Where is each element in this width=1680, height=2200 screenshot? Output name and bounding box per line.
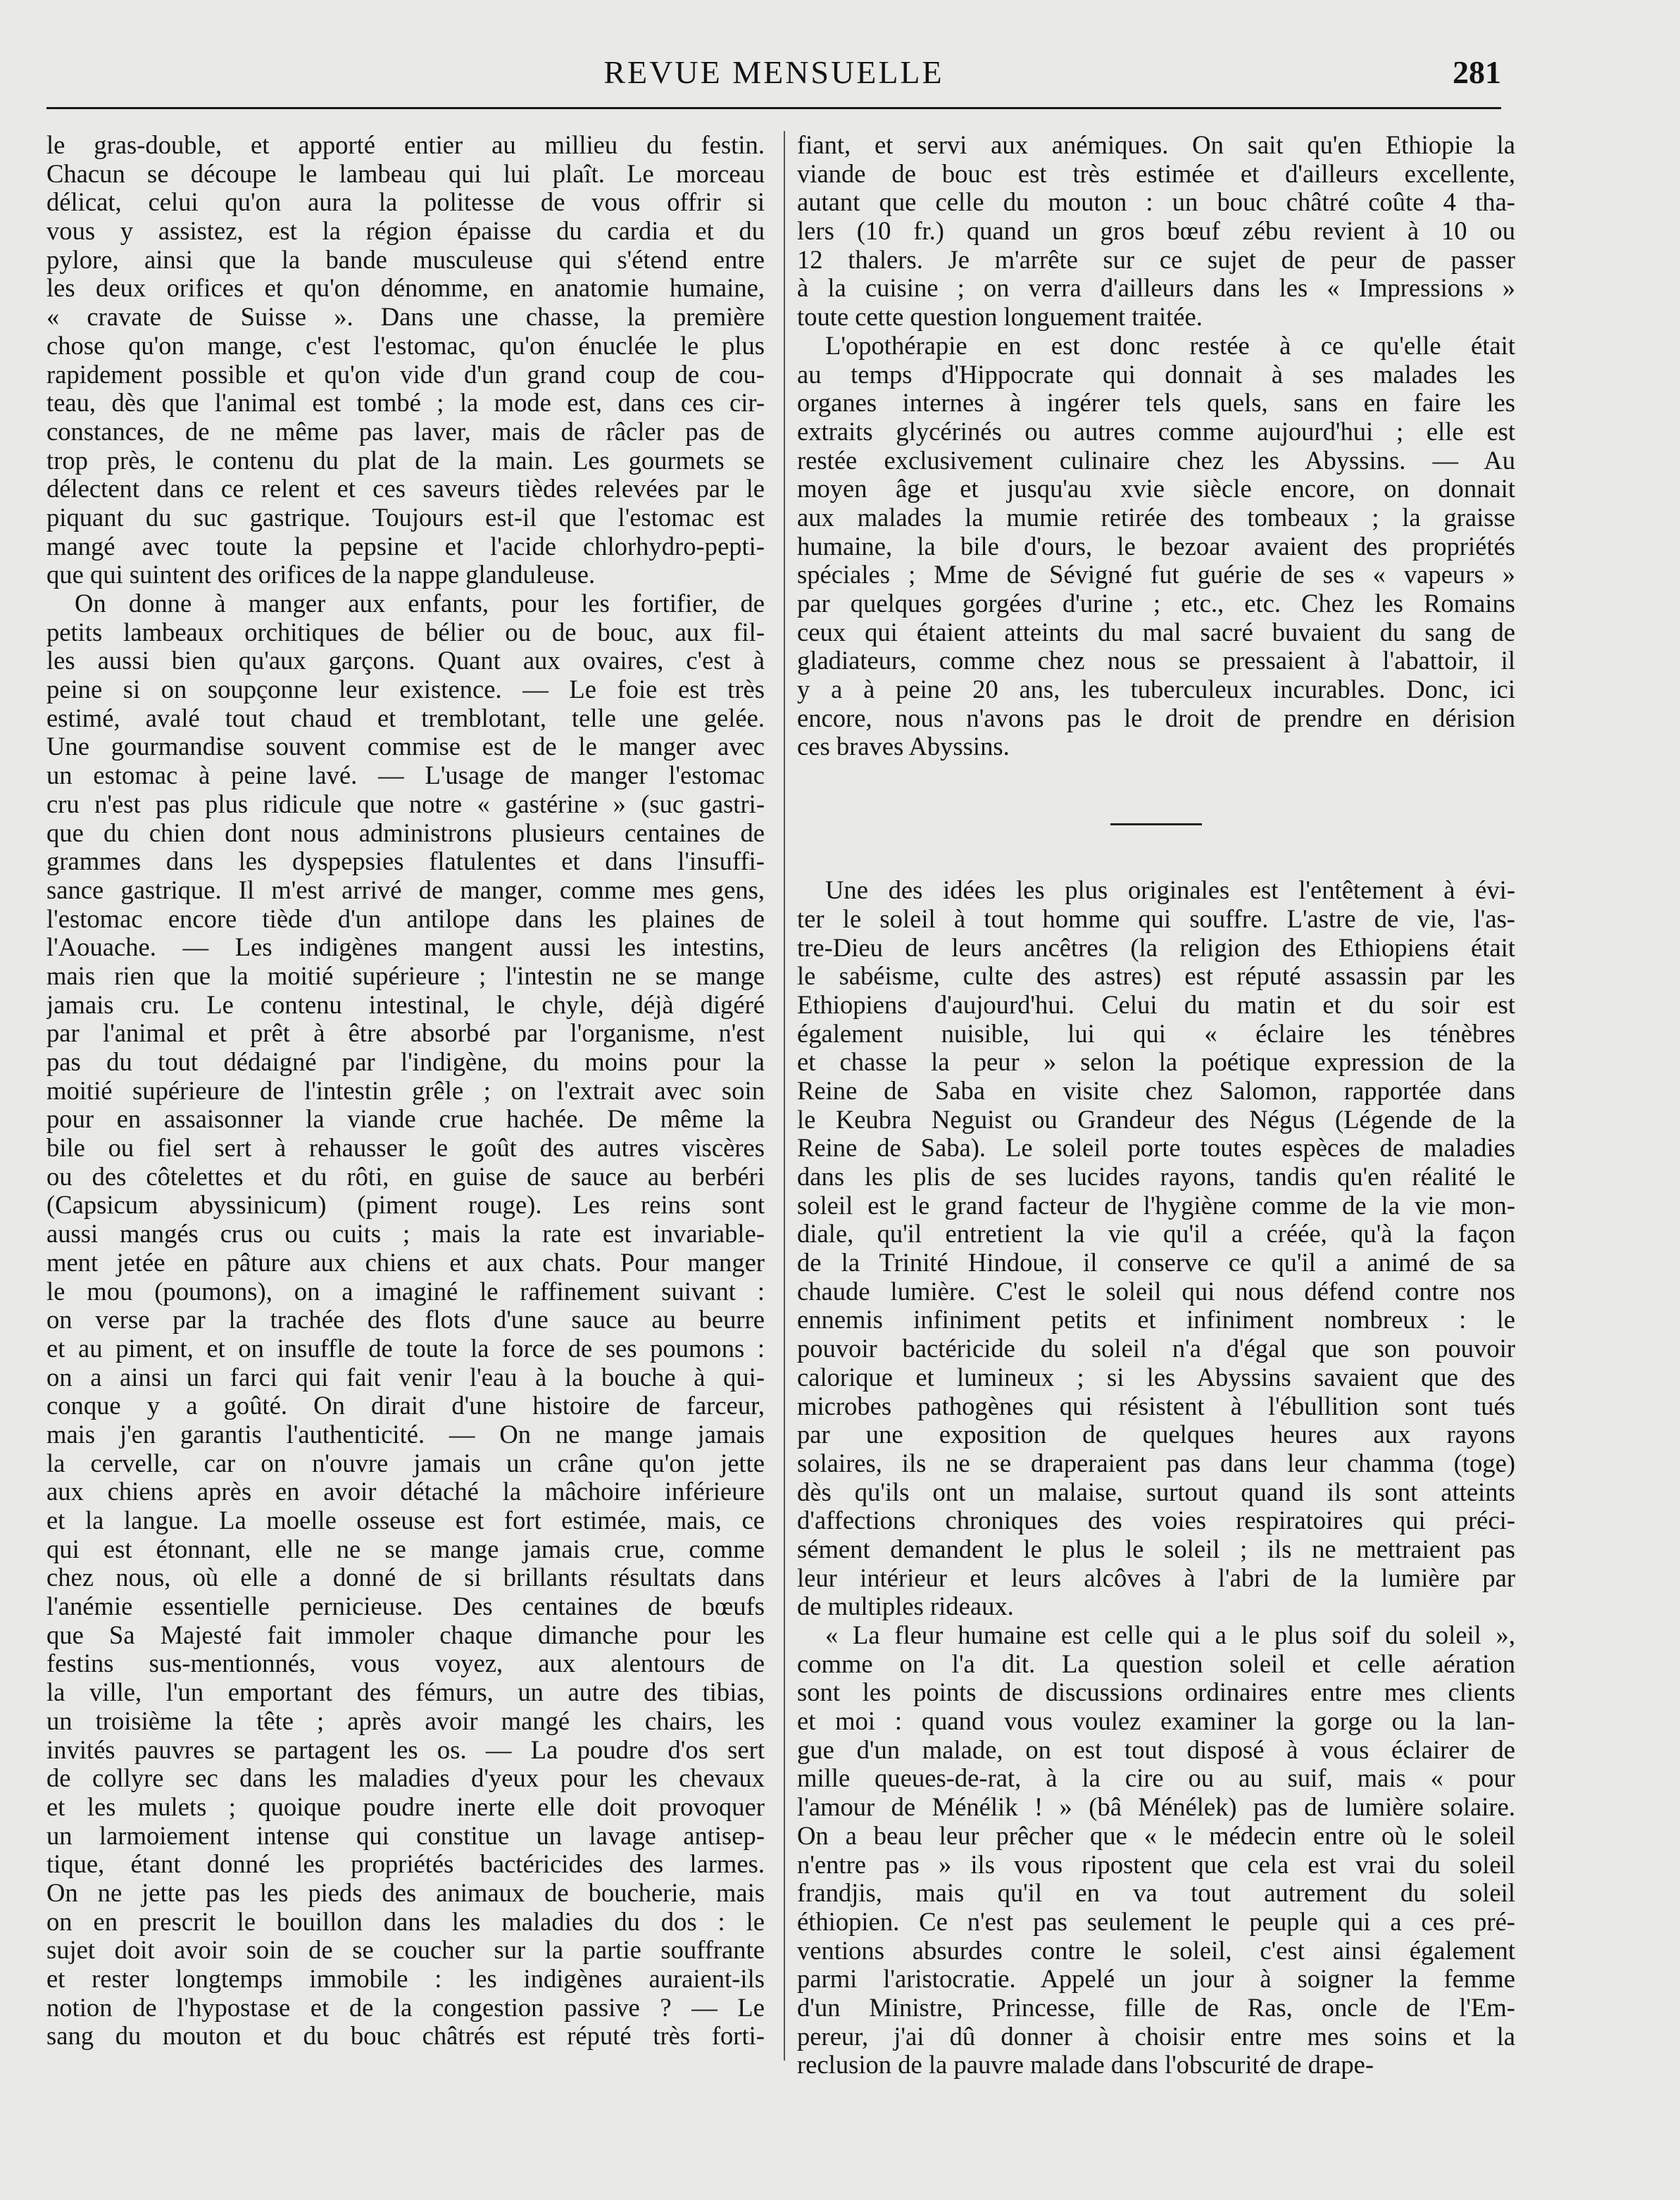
text-line: et chasse la peur » selon la poétique expression de la bbox=[797, 1048, 1515, 1077]
text-line: toute cette question longuement traitée. bbox=[797, 303, 1203, 332]
text-line: teau, dès que l'animal est tombé ; la mode est, dans ces cir- bbox=[46, 389, 765, 418]
text-line: mais rien que la moitié supérieure ; l'intestin ne se mange bbox=[46, 961, 765, 990]
text-line: sang du mouton et du bouc châtrés est réputé très forti- bbox=[46, 2022, 765, 2051]
column-divider bbox=[784, 131, 785, 2061]
text-line: le mou (poumons), on a imaginé le raffinement suivant : bbox=[46, 1277, 765, 1306]
right-column bbox=[797, 131, 1515, 2080]
text-line: sujet doit avoir soin de se coucher sur la partie souffrante bbox=[46, 1936, 765, 1965]
text-line: encore, nous n'avons pas le droit de prendre en dérision bbox=[797, 704, 1515, 732]
text-line: moyen âge et jusqu'au xvie siècle encore, on donnait bbox=[797, 475, 1515, 504]
text-line: ment jetée en pâture aux chiens et aux chats. Pour manger bbox=[46, 1248, 765, 1277]
text-line: sance gastrique. Il m'est arrivé de manger, comme mes gens, bbox=[46, 875, 765, 904]
text-line: « cravate de Suisse ». Dans une chasse, la première bbox=[46, 303, 765, 332]
text-line: petits lambeaux orchitiques de bélier ou de bouc, aux fil- bbox=[46, 618, 765, 646]
text-line: ennemis infiniment petits et infiniment nombreux : le bbox=[797, 1306, 1515, 1335]
text-line: et moi : quand vous voulez examiner la gorge ou la lan- bbox=[797, 1707, 1515, 1736]
text-line: la ville, l'un emportant des fémurs, un autre des tibias, bbox=[46, 1678, 765, 1707]
text-line: que Sa Majesté fait immoler chaque dimanche pour les bbox=[46, 1620, 765, 1649]
text-line: 12 thalers. Je m'arrête sur ce sujet de peur de passer bbox=[797, 245, 1515, 274]
text-line: lers (10 fr.) quand un gros bœuf zébu revient à 10 ou bbox=[797, 217, 1515, 246]
text-line: vous y assistez, est la région épaisse du cardia et du bbox=[46, 217, 765, 246]
text-line: L'opothérapie en est donc restée à ce qu'elle était bbox=[825, 331, 1515, 360]
text-line: restée exclusivement culinaire chez les Abyssins. — Au bbox=[797, 446, 1515, 475]
text-line: On a beau leur prêcher que « le médecin entre où le soleil bbox=[797, 1821, 1515, 1850]
text-line: au temps d'Hippocrate qui donnait à ses malades les bbox=[797, 360, 1515, 389]
text-line: pour en assaisonner la viande crue hachée. De même la bbox=[46, 1105, 765, 1134]
text-line: humaine, la bile d'ours, le bezoar avaient des propriétés bbox=[797, 532, 1515, 561]
text-line: et au piment, et on insuffle de toute la force de ses poumons : bbox=[46, 1334, 765, 1363]
text-line: frandjis, mais qu'il en va tout autrement du soleil bbox=[797, 1879, 1515, 1908]
text-line: tique, étant donné les propriétés bactéricides des larmes. bbox=[46, 1850, 765, 1879]
text-line: les deux orifices et qu'on dénomme, en anatomie humaine, bbox=[46, 274, 765, 303]
text-line: reclusion de la pauvre malade dans l'obscurité de drape- bbox=[797, 2051, 1374, 2080]
text-line: extraits glycérinés ou autres comme aujourd'hui ; elle est bbox=[797, 417, 1515, 446]
text-line: et la langue. La moelle osseuse est fort estimée, mais, ce bbox=[46, 1506, 765, 1535]
text-line: parmi l'aristocratie. Appelé un jour à soigner la femme bbox=[797, 1965, 1515, 1994]
text-line: par une exposition de quelques heures aux rayons bbox=[797, 1420, 1515, 1449]
text-line: invités pauvres se partagent les os. — La poudre d'os sert bbox=[46, 1735, 765, 1764]
text-line: microbes pathogènes qui résistent à l'ébullition sont tués bbox=[797, 1392, 1515, 1420]
text-line: moitié supérieure de l'intestin grêle ; on l'extrait avec soin bbox=[46, 1076, 765, 1105]
text-line: éthiopien. Ce n'est pas seulement le peuple qui a ces pré- bbox=[797, 1907, 1515, 1936]
text-line: spéciales ; Mme de Sévigné fut guérie de ses « vapeurs » bbox=[797, 561, 1515, 589]
text-line: mangé avec toute la pepsine et l'acide chlorhydro-pepti- bbox=[46, 532, 765, 561]
text-line: on en prescrit le bouillon dans les maladies du dos : le bbox=[46, 1907, 765, 1936]
text-line: ventions absurdes contre le soleil, c'est ainsi également bbox=[797, 1936, 1515, 1965]
text-line: leur intérieur et leurs alcôves à l'abri de la lumière par bbox=[797, 1563, 1515, 1592]
text-line: et les mulets ; quoique poudre inerte elle doit provoquer bbox=[46, 1792, 765, 1821]
text-line: ceux qui étaient atteints du mal sacré buvaient du sang de bbox=[797, 618, 1515, 646]
right-column-bottom-block bbox=[797, 876, 1515, 2080]
text-line: Une des idées les plus originales est l'entêtement à évi- bbox=[825, 876, 1515, 905]
text-line: ter le soleil à tout homme qui souffre. L'astre de vie, l'as- bbox=[797, 904, 1515, 933]
text-line: (Capsicum abyssinicum) (piment rouge). Les reins sont bbox=[46, 1191, 765, 1220]
text-line: le sabéisme, culte des astres) est réputé assassin par les bbox=[797, 962, 1515, 991]
text-line: festins sus-mentionnés, vous voyez, aux alentours de bbox=[46, 1649, 765, 1678]
text-line: d'un Ministre, Princesse, fille de Ras, oncle de l'Em- bbox=[797, 1993, 1515, 2022]
text-line: de collyre sec dans les maladies d'yeux pour les chevaux bbox=[46, 1764, 765, 1793]
text-line: la cervelle, car on n'ouvre jamais un crâne qu'on jette bbox=[46, 1449, 765, 1477]
text-line: mais j'en garantis l'authenticité. — On ne mange jamais bbox=[46, 1420, 765, 1449]
text-line: délectent dans ce relent et ces saveurs tièdes relevées par le bbox=[46, 475, 765, 504]
text-line: On donne à manger aux enfants, pour les fortifier, de bbox=[75, 589, 765, 618]
text-line: gue d'un malade, on est tout disposé à vous éclairer de bbox=[797, 1735, 1515, 1764]
text-line: dans les plis de ses lucides rayons, tandis qu'en réalité le bbox=[797, 1163, 1515, 1191]
text-line: peine si on soupçonne leur existence. — Le foie est très bbox=[46, 675, 765, 704]
left-column bbox=[46, 131, 765, 2051]
text-line: mille queues-de-rat, à la cire ou au suif, mais « pour bbox=[797, 1764, 1515, 1793]
text-line: jamais cru. Le contenu intestinal, le chyle, déjà digéré bbox=[46, 990, 765, 1019]
text-line: aux malades la mumie retirée des tombeaux ; la graisse bbox=[797, 503, 1515, 532]
text-line: soleil est le grand facteur de l'hygiène comme de la vie mon- bbox=[797, 1191, 1515, 1220]
header-rule bbox=[46, 107, 1501, 109]
text-line: un troisième la tête ; après avoir mangé les chairs, les bbox=[46, 1706, 765, 1735]
text-line: d'affections chroniques des voies respiratoires qui préci- bbox=[797, 1506, 1515, 1535]
text-line: délicat, celui qu'on aura la politesse de vous offrir si bbox=[46, 188, 765, 217]
text-line: Reine de Saba en visite chez Salomon, rapportée dans bbox=[797, 1076, 1515, 1105]
text-line: tre-Dieu de leurs ancêtres (la religion des Ethiopiens était bbox=[797, 933, 1515, 962]
text-line: ces braves Abyssins. bbox=[797, 732, 1010, 761]
text-line: fiant, et servi aux anémiques. On sait qu'en Ethiopie la bbox=[797, 131, 1515, 159]
text-line: un estomac à peine lavé. — L'usage de manger l'estomac bbox=[46, 761, 765, 790]
running-head bbox=[46, 54, 1501, 103]
text-line: conque y a goûté. On dirait d'une histoire de farceur, bbox=[46, 1392, 765, 1420]
text-line: que du chien dont nous administrons plusieurs centaines de bbox=[46, 818, 765, 847]
text-line: pereur, j'ai dû donner à choisir entre mes soins et la bbox=[797, 2022, 1515, 2051]
text-line: que qui suintent des orifices de la nappe glanduleuse. bbox=[46, 561, 596, 589]
text-line: sément demandent le plus le soleil ; ils ne mettraient pas bbox=[797, 1535, 1515, 1563]
text-line: pas du tout dédaigné par l'indigène, du moins pour la bbox=[46, 1048, 765, 1076]
text-line: également nuisible, lui qui « éclaire les ténèbres bbox=[797, 1019, 1515, 1048]
text-line: les aussi bien qu'aux garçons. Quant aux ovaires, c'est à bbox=[46, 646, 765, 675]
text-line: solaires, ils ne se draperaient pas dans leur chamma (toge) bbox=[797, 1449, 1515, 1477]
text-line: calorique et lumineux ; si les Abyssins savaient que des bbox=[797, 1363, 1515, 1392]
text-line: pylore, ainsi que la bande musculeuse qui s'étend entre bbox=[46, 245, 765, 274]
right-column-top-block bbox=[797, 131, 1515, 761]
text-line: autant que celle du mouton : un bouc châtré coûte 4 tha- bbox=[797, 188, 1515, 217]
text-line: aux chiens après en avoir détaché la mâchoire inférieure bbox=[46, 1477, 765, 1506]
text-line: chaude lumière. C'est le soleil qui nous défend contre nos bbox=[797, 1277, 1515, 1306]
text-line: aussi mangés crus ou cuits ; mais la rate est invariable- bbox=[46, 1220, 765, 1249]
text-line: l'estomac encore tiède d'un antilope dans les plaines de bbox=[46, 904, 765, 933]
text-line: le gras-double, et apporté entier au millieu du festin. bbox=[46, 131, 765, 159]
text-line: par l'animal et prêt à être absorbé par l'organisme, n'est bbox=[46, 1019, 765, 1048]
text-line: et rester longtemps immobile : les indigènes auraient-ils bbox=[46, 1965, 765, 1993]
text-line: rapidement possible et qu'on vide d'un grand coup de cou- bbox=[46, 360, 765, 389]
text-line: l'amour de Ménélik ! » (bâ Ménélek) pas de lumière solaire. bbox=[797, 1793, 1515, 1822]
text-line: ou des côtelettes et du rôti, en guise de sauce au berbéri bbox=[46, 1162, 765, 1191]
text-line: piquant du suc gastrique. Toujours est-il que l'estomac est bbox=[46, 503, 765, 532]
text-line: gladiateurs, comme chez nous se pressaient à l'abattoir, il bbox=[797, 646, 1515, 675]
text-line: l'anémie essentielle pernicieuse. Des centaines de bœufs bbox=[46, 1592, 765, 1621]
text-line: cru n'est pas plus ridicule que notre « gastérine » (suc gastri- bbox=[46, 789, 765, 818]
text-line: trop près, le contenu du plat de la main. Les gourmets se bbox=[46, 446, 765, 475]
text-line: Ethiopiens d'aujourd'hui. Celui du matin et du soir est bbox=[797, 990, 1515, 1019]
text-line: Une gourmandise souvent commise est de le manger avec bbox=[46, 732, 765, 761]
text-line: l'Aouache. — Les indigènes mangent aussi les intestins, bbox=[46, 933, 765, 962]
text-line: constances, de ne même pas laver, mais de râcler pas de bbox=[46, 417, 765, 446]
text-line: notion de l'hypostase et de la congestion passive ? — Le bbox=[46, 1993, 765, 2022]
text-line: le Keubra Neguist ou Grandeur des Négus (Légende de la bbox=[797, 1105, 1515, 1134]
text-line: sont les points de discussions ordinaires entre mes clients bbox=[797, 1678, 1515, 1707]
text-line: comme on l'a dit. La question soleil et celle aération bbox=[797, 1649, 1515, 1678]
running-title: REVUE MENSUELLE bbox=[603, 54, 944, 90]
section-separator bbox=[1110, 823, 1202, 825]
text-line: diale, qu'il entretient la vie qu'il a créée, qu'à la façon bbox=[797, 1220, 1515, 1249]
page-number: 281 bbox=[1453, 54, 1501, 90]
text-line: n'entre pas » ils vous ripostent que cela est vrai du soleil bbox=[797, 1850, 1515, 1879]
text-line: estimé, avalé tout chaud et tremblotant, telle une gelée. bbox=[46, 704, 765, 732]
text-line: par quelques gorgées d'urine ; etc., etc. Chez les Romains bbox=[797, 589, 1515, 618]
text-line: de la Trinité Hindoue, il conserve ce qu'il a animé de sa bbox=[797, 1249, 1515, 1277]
text-line: on a ainsi un farci qui fait venir l'eau à la bouche à qui- bbox=[46, 1363, 765, 1392]
text-line: dès qu'ils ont un malaise, surtout quand ils sont atteints bbox=[797, 1477, 1515, 1506]
text-line: viande de bouc est très estimée et d'ailleurs excellente, bbox=[797, 159, 1515, 188]
text-line: on verse par la trachée des flots d'une sauce au beurre bbox=[46, 1306, 765, 1335]
text-line: On ne jette pas les pieds des animaux de boucherie, mais bbox=[46, 1878, 765, 1907]
text-line: y a à peine 20 ans, les tuberculeux incurables. Donc, ici bbox=[797, 675, 1515, 704]
text-line: pouvoir bactéricide du soleil n'a d'égal que son pouvoir bbox=[797, 1335, 1515, 1363]
text-line: Chacun se découpe le lambeau qui lui plaît. Le morceau bbox=[46, 159, 765, 188]
text-line: à la cuisine ; on verra d'ailleurs dans les « Impressions » bbox=[797, 274, 1515, 303]
text-line: un larmoiement intense qui constitue un lavage antisep- bbox=[46, 1821, 765, 1850]
text-line: « La fleur humaine est celle qui a le plus soif du soleil », bbox=[825, 1621, 1515, 1649]
text-line: chose qu'on mange, c'est l'estomac, qu'on énuclée le plus bbox=[46, 331, 765, 360]
text-line: de multiples rideaux. bbox=[797, 1592, 1014, 1621]
text-line: bile ou fiel sert à rehausser le goût des autres viscères bbox=[46, 1134, 765, 1163]
text-line: Reine de Saba). Le soleil porte toutes espèces de maladies bbox=[797, 1134, 1515, 1163]
text-line: grammes dans les dyspepsies flatulentes et dans l'insuffi- bbox=[46, 847, 765, 876]
text-line: qui est étonnant, elle ne se mange jamais crue, comme bbox=[46, 1535, 765, 1563]
text-line: chez nous, où elle a donné de si brillants résultats dans bbox=[46, 1563, 765, 1592]
text-line: organes internes à ingérer tels quels, sans en faire les bbox=[797, 389, 1515, 418]
